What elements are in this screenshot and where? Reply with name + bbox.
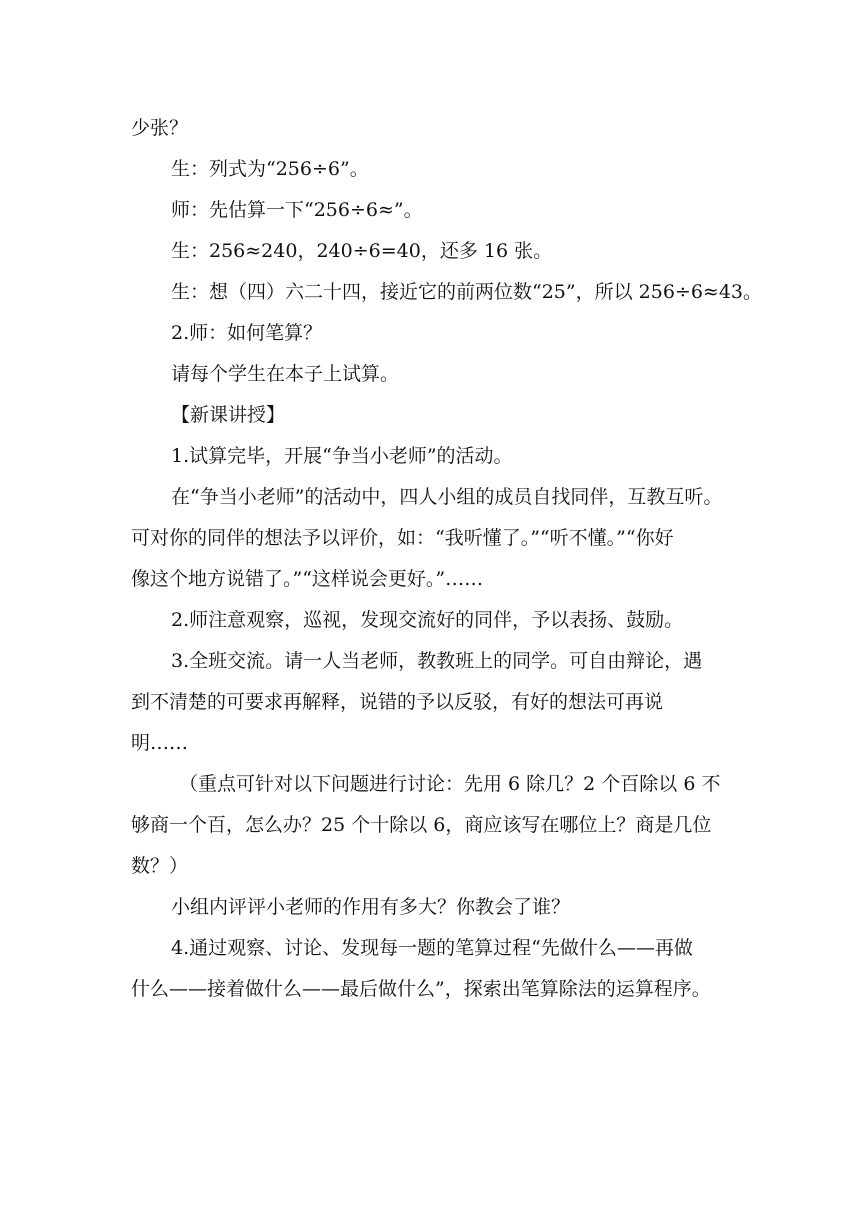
- paragraph-discussion-points: [131, 764, 731, 887]
- paragraph-step-4: [131, 928, 731, 1010]
- text-line: 3.全班交流。请一人当老师，教教班上的同学。可自由辩论，遇: [171, 650, 703, 672]
- text-line: 什么——接着做什么——最后做什么”，探索出笔算除法的运算程序。: [131, 978, 711, 1000]
- section-title: 【新课讲授】: [171, 404, 286, 426]
- text-line: 2.师注意观察，巡视，发现交流好的同伴，予以表扬、鼓励。: [171, 609, 684, 631]
- paragraph-group-review: [131, 887, 731, 928]
- text-line: 2.师：如何笔算？: [171, 322, 323, 344]
- text-line: （重点可针对以下问题进行讨论：先用 6 除几？2 个百除以 6 不: [179, 773, 721, 795]
- text-line: 在“争当小老师”的活动中，四人小组的成员自找同伴，互教互听。: [171, 486, 723, 508]
- text-line: 明……: [131, 732, 189, 754]
- document-body: [131, 108, 763, 1010]
- paragraph-student-estimate-2: [131, 272, 763, 313]
- text-line: 少张？: [131, 117, 189, 139]
- paragraph-student-formula: [131, 149, 731, 190]
- text-line: 生：想（四）六二十四，接近它的前两位数“25”，所以 256÷6≈43。: [171, 281, 763, 303]
- text-line: 可对你的同伴的想法予以评价，如：“我听懂了。”“听不懂。”“你好: [131, 527, 674, 549]
- text-line: 数？）: [131, 855, 189, 877]
- paragraph-step-1: [131, 436, 731, 477]
- text-line: 4.通过观察、讨论、发现每一题的笔算过程“先做什么——再做: [171, 937, 693, 959]
- paragraph-student-estimate-1: [131, 231, 731, 272]
- paragraph-step-3: [131, 641, 731, 764]
- text-line: 够商一个百，怎么办？25 个十除以 6，商应该写在哪位上？商是几位: [131, 814, 712, 836]
- paragraph-continuation: [131, 108, 731, 149]
- paragraph-step-2: [131, 600, 731, 641]
- text-line: 师：先估算一下“256÷6≈”。: [171, 199, 423, 221]
- text-line: 1.试算完毕，开展“争当小老师”的活动。: [171, 445, 513, 467]
- text-line: 到不清楚的可要求再解释，说错的予以反驳，有好的想法可再说: [131, 691, 664, 713]
- text-line: 小组内评评小老师的作用有多大？你教会了谁？: [171, 896, 571, 918]
- text-line: 生：列式为“256÷6”。: [171, 158, 369, 180]
- paragraph-activity: [131, 477, 731, 600]
- paragraph-teacher-question: [131, 313, 731, 354]
- paragraph-teacher-estimate: [131, 190, 731, 231]
- text-line: 像这个地方说错了。”“这样说会更好。”……: [131, 568, 484, 590]
- text-line: 生：256≈240，240÷6=40，还多 16 张。: [171, 240, 553, 262]
- section-heading: [131, 395, 731, 436]
- text-line: 请每个学生在本子上试算。: [171, 363, 400, 385]
- paragraph-try-calc: [131, 354, 731, 395]
